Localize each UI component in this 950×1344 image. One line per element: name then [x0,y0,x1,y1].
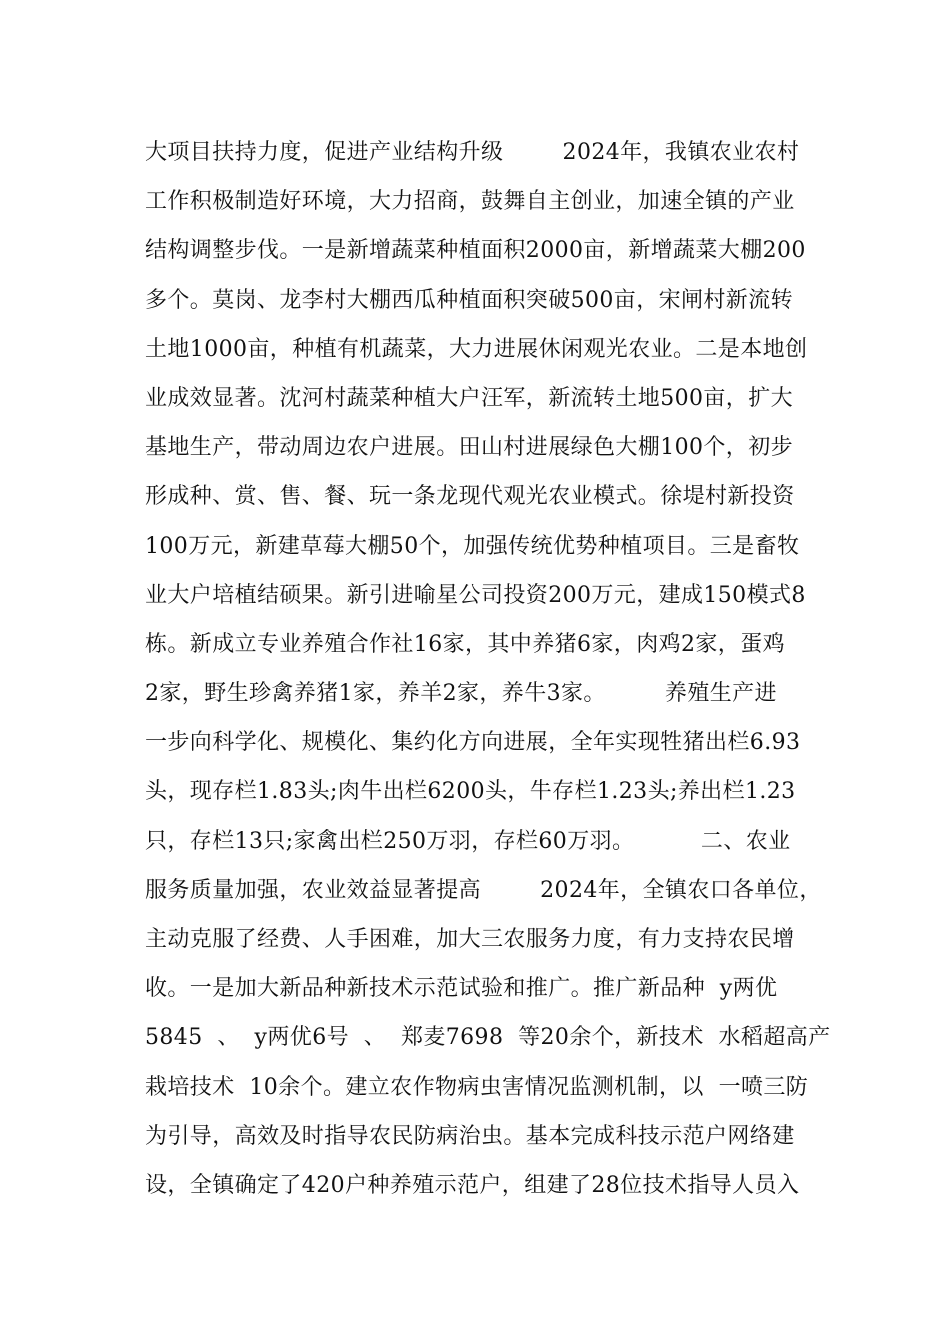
text-line: 只，存栏13只;家禽出栏250万羽，存栏60万羽。 二、农业 [145,828,791,854]
text-line: 一步向科学化、规模化、集约化方向进展，全年实现牲猪出栏6.93 [145,730,801,756]
text-line: 栽培技术 10余个。建立农作物病虫害情况监测机制，以 一喷三防 [145,1074,809,1100]
body-text [145,128,845,1210]
text-line: 结构调整步伐。一是新增蔬菜种植面积2000亩，新增蔬菜大棚200 [145,238,806,264]
text-line: 服务质量加强，农业效益显著提高 2024年，全镇农口各单位， [145,877,822,903]
text-line: 为引导，高效及时指导农民防病治虫。基本完成科技示范户网络建 [145,1123,795,1149]
text-line: 多个。莫岗、龙李村大棚西瓜种植面积突破500亩，宋闸村新流转 [145,287,793,313]
text-line: 业成效显著。沈河村蔬菜种植大户汪军，新流转土地500亩，扩大 [145,385,793,411]
text-line: 2家，野生珍禽养猪1家，养羊2家，养牛3家。 养殖生产进 [145,681,777,707]
text-line: 基地生产，带动周边农户进展。田山村进展绿色大棚100个，初步 [145,435,793,461]
text-line: 设，全镇确定了420户种养殖示范户，组建了28位技术指导人员入 [145,1172,800,1198]
text-line: 5845 、 y两优6号 、 郑麦7698 等20余个，新技术 水稻超高产 [145,1025,831,1051]
text-line: 形成种、赏、售、餐、玩一条龙现代观光农业模式。徐堤村新投资 [145,484,795,510]
text-line: 工作积极制造好环境，大力招商，鼓舞自主创业，加速全镇的产业 [145,189,795,215]
text-line: 土地1000亩，种植有机蔬菜，大力进展休闲观光农业。二是本地创 [145,336,808,362]
text-line: 主动克服了经费、人手困难，加大三农服务力度，有力支持农民增 [145,927,795,952]
text-line: 业大户培植结硕果。新引进喻星公司投资200万元，建成150模式8 [145,582,806,608]
text-line: 栋。新成立专业养殖合作社16家，其中养猪6家，肉鸡2家，蛋鸡 [145,631,785,657]
text-line: 大项目扶持力度，促进产业结构升级 2024年，我镇农业农村 [145,140,800,165]
text-line: 100万元，新建草莓大棚50个，加强传统优势种植项目。三是畜牧 [145,533,800,559]
text-line: 头，现存栏1.83头;肉牛出栏6200头，牛存栏1.23头;养出栏1.23 [145,779,796,805]
text-line: 收。一是加大新品种新技术示范试验和推广。推广新品种 y两优 [145,976,778,1002]
